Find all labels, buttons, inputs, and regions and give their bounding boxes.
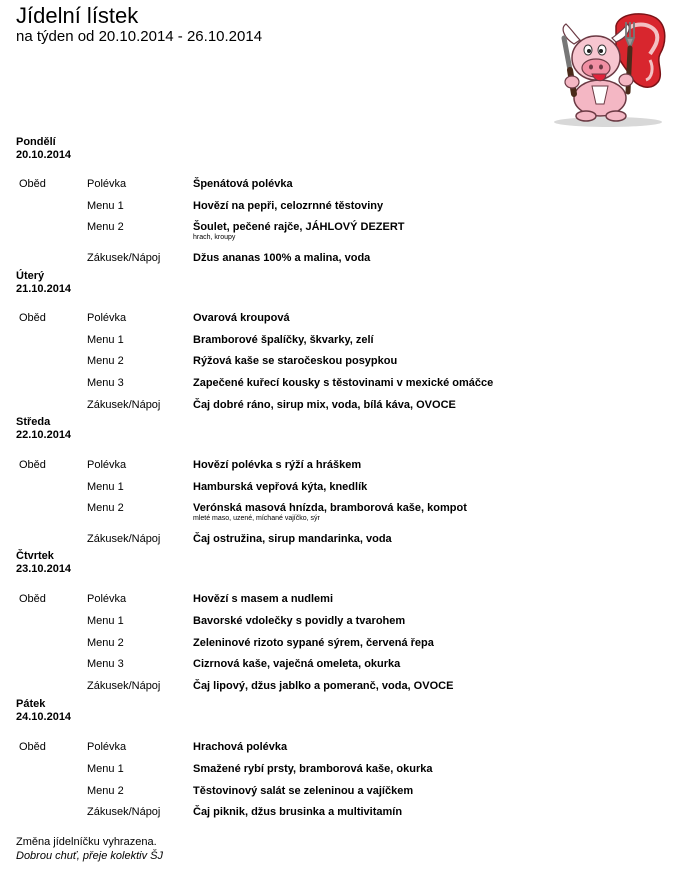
dish-name: Hovězí s masem a nudlemi — [193, 593, 333, 605]
dish-name: Šoulet, pečené rajče, JÁHLOVÝ DEZERT — [193, 221, 405, 233]
dish-name: Čaj piknik, džus brusinka a multivitamín — [193, 806, 403, 818]
course-label: Menu 2 — [87, 221, 124, 233]
day-section — [16, 416, 656, 546]
dish-name: Těstovinový salát se zeleninou a vajíčkem — [193, 785, 414, 797]
course-label: Menu 1 — [87, 200, 124, 212]
dish-name: Čaj dobré ráno, sirup mix, voda, bílá káva, OVOCE — [193, 399, 456, 411]
dish-name: Hovězí polévka s rýží a hráškem — [193, 459, 362, 471]
course-label: Menu 2 — [87, 637, 124, 649]
course-label: Menu 1 — [87, 334, 124, 346]
day-section — [16, 550, 656, 690]
dish-name: Smažené rybí prsty, bramborová kaše, okurka — [193, 763, 433, 775]
dish-name: Zeleninové rizoto sypané sýrem, červená řepa — [193, 637, 434, 649]
course-label: Polévka — [87, 741, 127, 753]
day-section — [16, 270, 656, 410]
dish-name: Cizrnová kaše, vaječná omeleta, okurka — [193, 658, 401, 670]
course-label: Polévka — [87, 178, 127, 190]
change-notice: Změna jídelníčku vyhrazena. — [16, 836, 157, 848]
dish-name: Hamburská vepřová kýta, knedlík — [193, 481, 368, 493]
day-name: Úterý — [16, 270, 45, 282]
day-section — [16, 136, 656, 266]
day-name: Čtvrtek — [16, 550, 54, 562]
course-label: Menu 3 — [87, 658, 124, 670]
dish-name: Verónská masová hnízda, bramborová kaše, kompot — [193, 502, 467, 514]
course-label: Polévka — [87, 459, 127, 471]
day-name: Pondělí — [16, 136, 56, 148]
dish-name: Zapečené kuřecí kousky s těstovinami v mexické omáčce — [193, 377, 494, 389]
course-label: Zákusek/Nápoj — [87, 252, 161, 264]
signature: Dobrou chuť, přeje kolektiv ŠJ — [16, 850, 163, 862]
day-date: 20.10.2014 — [16, 149, 72, 161]
day-name: Středa — [16, 416, 51, 428]
page-title: Jídelní lístek — [16, 3, 139, 28]
dish-name: Čaj ostružina, sirup mandarinka, voda — [193, 533, 392, 545]
course-label: Zákusek/Nápoj — [87, 806, 161, 818]
course-label: Menu 1 — [87, 615, 124, 627]
course-label: Menu 3 — [87, 377, 124, 389]
dish-name: Ovarová kroupová — [193, 312, 290, 324]
day-date: 24.10.2014 — [16, 711, 72, 723]
meal-label: Oběd — [19, 593, 46, 605]
dish-name: Čaj lipový, džus jablko a pomeranč, voda, OVOCE — [193, 680, 454, 692]
course-label: Menu 2 — [87, 785, 124, 797]
dish-note: hrach, kroupy — [193, 234, 236, 241]
dish-name: Bramborové špalíčky, škvarky, zelí — [193, 334, 374, 346]
meal-label: Oběd — [19, 178, 46, 190]
meal-label: Oběd — [19, 312, 46, 324]
day-section — [16, 698, 656, 823]
cow-chef-with-steak-icon — [546, 8, 670, 128]
course-label: Zákusek/Nápoj — [87, 399, 161, 411]
dish-name: Bavorské vdolečky s povidly a tvarohem — [193, 615, 406, 627]
meal-label: Oběd — [19, 459, 46, 471]
course-label: Menu 1 — [87, 763, 124, 775]
course-label: Polévka — [87, 312, 127, 324]
dish-name: Špenátová polévka — [193, 178, 293, 190]
course-label: Zákusek/Nápoj — [87, 680, 161, 692]
course-label: Polévka — [87, 593, 127, 605]
course-label: Menu 2 — [87, 355, 124, 367]
day-date: 22.10.2014 — [16, 429, 72, 441]
course-label: Zákusek/Nápoj — [87, 533, 161, 545]
course-label: Menu 1 — [87, 481, 124, 493]
dish-name: Hrachová polévka — [193, 741, 288, 753]
day-date: 23.10.2014 — [16, 563, 72, 575]
week-range: na týden od 20.10.2014 - 26.10.2014 — [16, 28, 263, 45]
footer — [16, 835, 163, 863]
dish-note: mleté maso, uzené, míchané vajíčko, sýr — [193, 515, 320, 522]
dish-name: Rýžová kaše se staročeskou posypkou — [193, 355, 398, 367]
day-name: Pátek — [16, 698, 46, 710]
meal-label: Oběd — [19, 741, 46, 753]
dish-name: Hovězí na pepři, celozrnné těstoviny — [193, 200, 384, 212]
day-date: 21.10.2014 — [16, 283, 72, 295]
course-label: Menu 2 — [87, 502, 124, 514]
dish-name: Džus ananas 100% a malina, voda — [193, 252, 371, 264]
